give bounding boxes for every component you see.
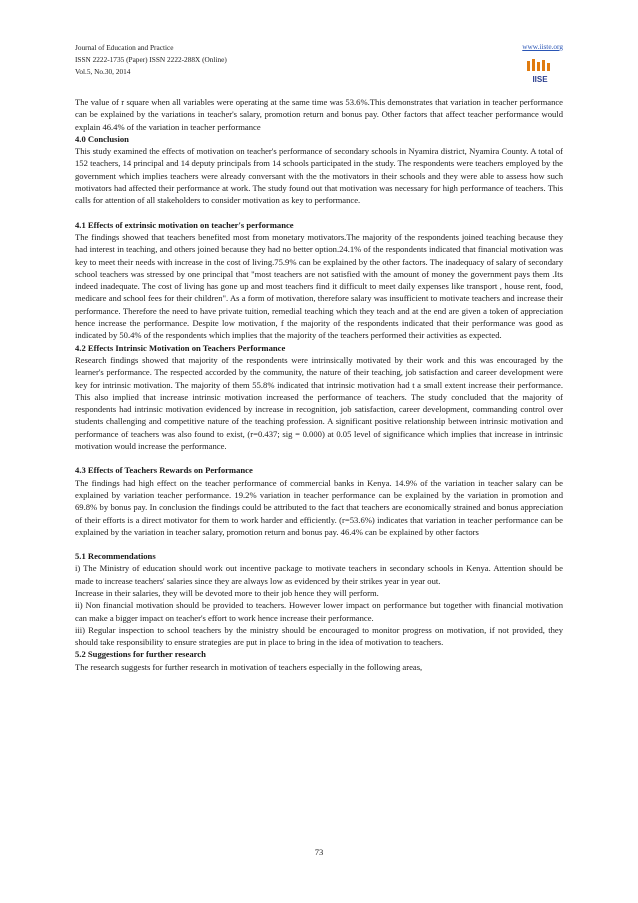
- issn-line: ISSN 2222-1735 (Paper) ISSN 2222-288X (Online): [75, 55, 227, 64]
- recommendation-3: iii) Regular inspection to school teachers by the ministry should be encouraged to monitor progress on motivation, if not provided, they should take responsibility to ensure strategies are put in place to bring in the idea of motivation to teachers.: [75, 624, 563, 648]
- volume-line: Vol.5, No.30, 2014: [75, 67, 131, 76]
- heading-extrinsic: 4.1 Effects of extrinsic motivation on teacher's performance: [75, 219, 294, 230]
- journal-title: Journal of Education and Practice: [75, 43, 174, 52]
- paragraph-r-square: The value of r square when all variables were operating at the same time was 53.6%.This demonstrates that variation in teacher performance can be explained by the variations in teacher's salary, promotion return and bonus pay. Other factors that affect teacher performance would explain 46.4% of the variation in teacher performance: [75, 97, 563, 132]
- paragraph-rewards: The findings had high effect on the teacher performance of commercial banks in Kenya. 14.9% of the variation in teacher salary can be explained by variation teacher performance. 19.2% variation in teacher performance can be explained by the variation in promotion and 69.8% by bonus pay. In conclusion the findings could be attributed to the fact that teachers are economically strained and bonus appreciation of their efforts is a direct motivator for them to work harder and efficiently. (r=53.6%) indicates that variation in teacher performance can be explained by the variation in teacher salary, promotion return and bonus pay. 46.4% can be explained by other factors: [75, 477, 563, 537]
- paragraph-suggestions: The research suggests for further research in motivation of teachers especially in the following areas,: [75, 661, 423, 672]
- recommendation-1-continued: Increase in their salaries, they will be devoted more to their job hence they will perform.: [75, 587, 379, 598]
- heading-suggestions: 5.2 Suggestions for further research: [75, 649, 206, 660]
- heading-rewards: 4.3 Effects of Teachers Rewards on Performance: [75, 465, 253, 476]
- article-body: [75, 96, 563, 673]
- page-header: [75, 42, 563, 90]
- page-number: 73: [314, 847, 324, 857]
- heading-conclusion: 4.0 Conclusion: [75, 133, 129, 144]
- journal-url-link[interactable]: www.iiste.org: [522, 42, 563, 51]
- logo-text: IISE: [532, 75, 548, 84]
- heading-recommendations: 5.1 Recommendations: [75, 551, 156, 562]
- iiste-logo-icon: [525, 57, 555, 87]
- recommendation-1: i) The Ministry of education should work out incentive package to motivate teachers in secondary schools in Kenya. Attention should be made to increase teachers' salaries since they are always low as evidenced by their strikes year in year out.: [75, 563, 563, 586]
- paragraph-conclusion: This study examined the effects of motivation on teacher's performance of secondary schools in Nyamira district, Nyamira County. A total of 152 teachers, 14 principal and 14 deputy principals from 14 schools participated in the study. The respondents were teachers employed by the government which implies teachers were already conversant with the the motivators in their schools and they were able to assess how such motivators had affected their performance at work. The study found out that motivation was necessary for high performance of teachers. This calls for attention of all stakeholders to consider motivation as key to performance.: [75, 146, 563, 206]
- paragraph-intrinsic: Research findings showed that majority of the respondents were intrinsically motivated by their work and this was encouraged by the learner's performance. The respected accorded by the community, the nature of their teaching, job satisfaction and career development were key for intrinsic motivation. The majority of them 55.8% indicated that intrinsic motivation had t a small extent increase their performance. This also implied that increase intrinsic motivation increased the performance of teachers. The study concluded that the majority of respondents had intrinsic motivation evidenced by increase in recognition, job satisfaction, career development, commanding control over students challenging and competitive nature of the teaching profession. A significant positive relationship between intrinsic motivation and performance of teachers was also found to exist, (r=0.437; sig = 0.000) at 0.05 level of significance which implies that increase in intrinsic motivation would increase the performance.: [75, 354, 563, 452]
- recommendation-2: ii) Non financial motivation should be provided to teachers. However lower impact on performance but together with financial motivation can make a bigger impact on teacher's effort to work hence increase their performance.: [75, 600, 563, 623]
- heading-intrinsic: 4.2 Effects Intrinsic Motivation on Teachers Performance: [75, 342, 286, 353]
- paragraph-extrinsic: The findings showed that teachers benefited most from monetary motivators.The majority of the respondents joined teaching because they had interest in teaching, and others joined because they had no better option.24.1% of the respondents indicated that financial motivation was key to meet their needs with increase in the cost of living.75.9% can be explained by the other factors. The inadequacy of salary of secondary school teachers was stressed by one principal that "most teachers are not satisfied with the amount of money the government pays them .Its indeed inadequate. The cost of living has gone up and most teachers find it difficult to meet daily expenses like transport , house rent, food, medicare and school fees for their children". As a form of motivation, therefore salary was insufficient to motivate teachers and increase their performance. Therefore the need to have private tuition, remedial teaching which they teach and at the end are given a token of appreciation hence increase the performance. Despite low motivation, f the majority of the respondents indicated that their performance was good as indicated by 50.4% of the respondents which implies that the majority of the teachers performed their activities as expected.: [75, 231, 563, 341]
